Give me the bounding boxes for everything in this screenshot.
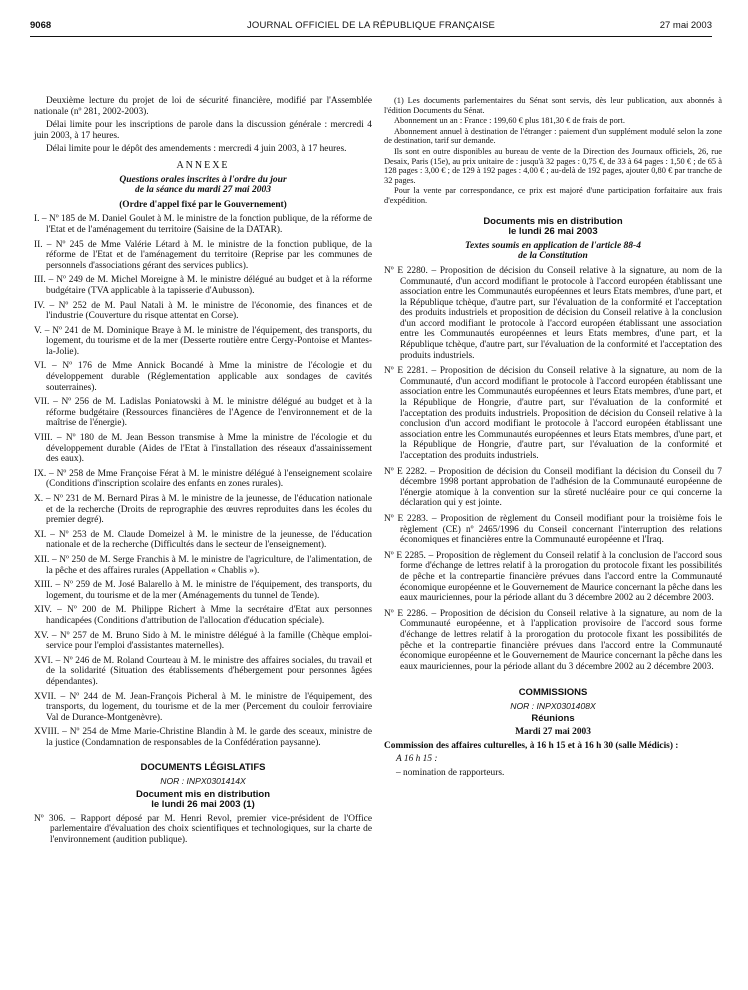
distribution-item: Nº E 2283. – Proposition de règlement du Conseil modifiant pour la troisième fois le règlement (CE) nº 2465/1996 du Conseil concernant l'interruption des relations économiques et financières entre la Communauté européenne et l'Iraq.	[384, 513, 722, 546]
question-item: X. – Nº 231 de M. Bernard Piras à M. le ministre de la jeunesse, de l'éducation nationale et de la recherche (Droits de reprographie des œuvres reproduites dans les écoles du premier degré).	[34, 494, 372, 526]
distribution-subtitle-2: de la Constitution	[518, 251, 588, 262]
questions-list	[34, 214, 372, 748]
question-item: XII. – Nº 250 de M. Serge Franchis à M. le ministre de l'agriculture, de l'alimentation, de la pêche et des affaires rurales (Appellation « Chablis »).	[34, 554, 372, 576]
question-item: IV. – Nº 252 de M. Paul Natali à M. le ministre de l'économie, des finances et de l'industrie (Couverture du risque attentat en Corse).	[34, 300, 372, 322]
annexe-title: ANNEXE	[176, 159, 230, 171]
question-item: VII. – Nº 256 de M. Ladislas Poniatowski à M. le ministre délégué au budget et à la réforme budgétaire (Ressources financières de l'Agence de l'environnement et de la maîtrise de l'énergie).	[34, 397, 372, 429]
footnote-paragraph: Pour la vente par correspondance, ce prix est majoré d'une participation forfaitaire aux frais d'expédition.	[384, 186, 722, 205]
question-item: XIV. – Nº 200 de M. Philippe Richert à Mme la secrétaire d'Etat aux personnes handicapées (Conditions d'attribution de l'allocation d'éducation spéciale).	[34, 605, 372, 626]
time-line: A 16 h 15 :	[396, 754, 438, 765]
docs-subtitle: Document mis en distribution	[135, 788, 271, 800]
annexe-subtitle: Questions orales inscrites à l'ordre du jour	[119, 174, 287, 185]
docs-title: DOCUMENTS LÉGISLATIFS	[140, 762, 266, 774]
footnote-paragraph: Abonnement annuel à destination de l'étranger : paiement d'un supplément modulé selon la zone de destination, tarif sur demande.	[384, 126, 722, 146]
docs-nor: NOR : INPX0301414X	[160, 776, 246, 787]
header-rule	[30, 36, 712, 37]
annexe-subtitle-date: de la séance du mardi 27 mai 2003	[135, 185, 271, 196]
question-item: VI. – Nº 176 de Mme Annick Bocandé à Mme la ministre de l'écologie et du développement durable (Réglementation applicable aux sondages de cavités souterraines).	[34, 361, 372, 393]
distribution-title: Documents mis en distribution	[483, 215, 623, 227]
footnote-paragraph: Ils sont en outre disponibles au bureau de vente de la Direction des Journaux officiels, 26, rue Desaix, Paris (15e), au prix unitaire de : jusqu'à 32 pages : 0,75 €, de 33 à 64 pages : 1,50 € ; de 65 à 128 pages : 3,00 € ; de 129 à 192 pages : 4,00 € ; au-delà de 192 pages, ajouter 0,80 € par tranche de 32 pages.	[384, 146, 722, 185]
footnotes	[384, 96, 722, 206]
question-item: XVIII. – Nº 254 de Mme Marie-Christine Blandin à M. le garde des sceaux, ministre de la justice (Condamnation de responsables de la Confédération paysanne).	[34, 727, 372, 748]
right-column	[384, 96, 722, 781]
distribution-item: Nº E 2282. – Proposition de décision du Conseil modifiant la décision du Conseil du 7 décembre 1998 portant approbation de l'adhésion de la Communauté européenne de l'énergie atomique à la convention sur la sûreté nucléaire pour ce qui concerne la déclaration qui y est jointe.	[384, 466, 722, 509]
docs-item: Nº 306. – Rapport déposé par M. Henri Revol, premier vice-président de l'Office parlementaire d'évaluation des choix scientifiques et technologiques, sur la charte de l'environnement (audition publique).	[34, 813, 372, 846]
page-number: 9068	[30, 20, 52, 31]
issue-date: 27 mai 2003	[659, 20, 712, 31]
question-item: IX. – Nº 258 de Mme Françoise Férat à M. le ministre délégué à l'enseignement scolaire (Conditions d'inscription scolaire des enfants en zones rurales).	[34, 468, 372, 490]
question-item: XVII. – Nº 244 de M. Jean-François Picheral à M. le ministre de l'équipement, des transports, du logement, du tourisme et de la mer (Percement du couloir ferroviaire Val de Durance-Montgenèvre).	[34, 691, 372, 723]
agenda-line: – nomination de rapporteurs.	[396, 767, 505, 778]
commissions-nor: NOR : INPX0301408X	[510, 700, 596, 711]
distribution-item: Nº E 2280. – Proposition de décision du Conseil relative à la signature, au nom de la Communauté, d'un accord modifiant le protocole à l'accord européen établissant une association entre les Communautés européennes et leurs Etats membres, d'une part, et la République tchèque, d'autre part, sur l'évaluation de la conformité et l'acceptation des produits industriels et proposition de décision du Conseil relative à la conclusion d'un accord modifiant le protocole à l'accord européen établissant une association entre les Communautés européennes et leurs Etats membres, d'une part, et la République tchèque, d'autre part, sur l'évaluation de la conformité et l'acceptation des produits industriels.	[384, 265, 722, 361]
docs-subtitle-date: le lundi 26 mai 2003 (1)	[151, 799, 255, 811]
question-item: II. – Nº 245 de Mme Valérie Létard à M. le ministre de la fonction publique, de la réforme de l'Etat et de l'aménagement du territoire (Reprise par les communes de personnels d'associations gérant des services publics).	[34, 239, 372, 271]
question-item: XIII. – Nº 259 de M. José Balarello à M. le ministre de l'équipement, des transports, du logement, du tourisme et de la mer (Aménagements du tunnel de Tende).	[34, 580, 372, 601]
question-item: XV. – Nº 257 de M. Bruno Sido à M. le ministre délégué à la famille (Chèque emploi-service pour l'emploi d'assistantes maternelles).	[34, 630, 372, 652]
journal-title: JOURNAL OFFICIEL DE LA RÉPUBLIQUE FRANÇAISE	[246, 20, 496, 31]
distribution-items	[384, 266, 722, 672]
distribution-item: Nº E 2281. – Proposition de décision du Conseil relative à la signature, au nom de la Communauté, d'un accord modifiant le protocole à l'accord européen établissant une association entre les Communautés européennes et leurs Etats membres, d'une part, et la République de Hongrie, d'autre part, sur l'évaluation de la conformité et l'acceptation des produits industriels. Proposition de décision du Conseil relative à la conclusion d'un accord modifiant le protocole à l'accord européen établissant une association entre les Communautés européennes et leurs Etats membres, d'une part, et la République de Hongrie, d'autre part, sur l'évaluation de la conformité et l'acceptation des produits industriels.	[384, 366, 722, 461]
intro-paragraph: Deuxième lecture du projet de loi de sécurité financière, modifié par l'Assemblée nationale (nº 281, 2002-2003).	[34, 96, 372, 117]
page-header	[30, 20, 712, 36]
footnote-paragraph: (1) Les documents parlementaires du Sénat sont servis, dès leur publication, aux abonnés à l'édition Documents du Sénat.	[384, 96, 722, 115]
reunions-title: Réunions	[531, 713, 575, 725]
question-item: V. – Nº 241 de M. Dominique Braye à M. le ministre de l'équipement, des transports, du logement, du tourisme et de la mer (Desserte routière entre Cergy-Pontoise et Mantes-la-Jolie).	[34, 325, 372, 357]
question-item: I. – Nº 185 de M. Daniel Goulet à M. le ministre de la fonction publique, de la réforme de l'Etat et de l'aménagement du territoire (Saisine de la DATAR).	[34, 214, 372, 235]
intro-paragraph: Délai limite pour les inscriptions de parole dans la discussion générale : mercredi 4 juin 2003, à 17 heures.	[34, 120, 372, 141]
question-item: VIII. – Nº 180 de M. Jean Besson transmise à Mme la ministre de l'écologie et du développement durable (Aides de l'Etat à l'installation des réseaux d'assainissement des eaux).	[34, 433, 372, 465]
commissions-title: COMMISSIONS	[518, 687, 588, 699]
commission-line: Commission des affaires culturelles, à 16 h 15 et à 16 h 30 (salle Médicis) :	[384, 740, 679, 751]
question-item: XI. – Nº 253 de M. Claude Domeizel à M. le ministre de la jeunesse, de l'éducation nationale et de la recherche (Difficultés dans le secteur de l'enseignement).	[34, 529, 372, 551]
distribution-item: Nº E 2285. – Proposition de règlement du Conseil relatif à la conclusion de l'accord sous forme d'échange de lettres relatif à la prorogation du protocole fixant les possibilités de pêche et la contrepartie financière prévues dans l'accord entre la Communauté économique européenne et le Gouvernement de Maurice concernant la pêche dans les eaux mauriciennes, pour la période allant du 3 décembre 2002 au 2 décembre 2003.	[384, 550, 722, 604]
annexe-order: (Ordre d'appel fixé par le Gouvernement)	[119, 199, 287, 210]
footnote-paragraph: Abonnement un an : France : 199,60 € plus 181,30 € de frais de port.	[394, 116, 625, 126]
distribution-title-date: le lundi 26 mai 2003	[508, 226, 598, 238]
left-column	[34, 96, 372, 851]
question-item: XVI. – Nº 246 de M. Roland Courteau à M. le ministre des affaires sociales, du travail et de la solidarité (Situation des établissements d'hébergement pour personnes âgées dépendantes).	[34, 655, 372, 687]
intro-paragraph: Délai limite pour le dépôt des amendements : mercredi 4 juin 2003, à 17 heures.	[46, 144, 347, 155]
distribution-item: Nº E 2286. – Proposition de décision du Conseil relative à la signature, au nom de la Communauté européenne, et à l'application provisoire de l'accord sous forme d'échange de lettres relatif à la prorogation du protocole fixant les possibilités de pêche et la contrepartie financière prévues dans l'accord entre la Communauté économique européenne et le Gouvernement de Maurice concernant la pêche dans les eaux mauriciennes, pour la période allant du 3 décembre 2002 au 2 décembre 2003.	[384, 608, 722, 672]
question-item: III. – Nº 249 de M. Michel Moreigne à M. le ministre délégué au budget et à la réforme budgétaire (TVA applicable à la tapisserie d'Aubusson).	[34, 275, 372, 296]
reunions-date: Mardi 27 mai 2003	[515, 727, 591, 738]
distribution-subtitle: Textes soumis en application de l'article 88-4	[465, 240, 641, 251]
